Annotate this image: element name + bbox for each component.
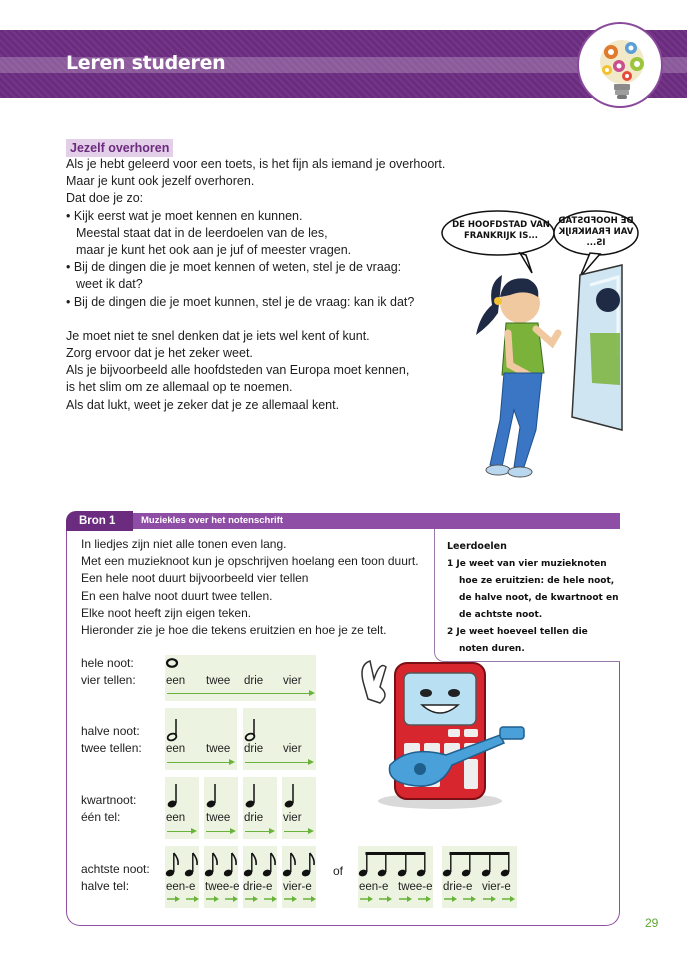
eighth-notes-icon [165, 851, 317, 879]
count-word: drie [244, 812, 264, 824]
half-beat-arrows [165, 894, 317, 904]
count-word: een-e [166, 881, 196, 893]
count-word: een [166, 743, 186, 755]
text-line: Met een muzieknoot kun je opschrijven hoelang een toon duurt. [81, 554, 419, 569]
source-title: Muziekles over het notenschrift [133, 513, 620, 529]
learning-goals [434, 529, 620, 662]
bullet-item: • Bij de dingen die je moet kennen of weten, stel je de vraag: [66, 260, 402, 275]
duration-arrow [284, 831, 312, 832]
half-note-icon [244, 718, 258, 742]
quarter-note-icon [244, 783, 258, 809]
count-word: drie-e [443, 881, 473, 893]
page-title: Leren studeren [66, 52, 226, 74]
beamed-eighth-notes-icon [358, 851, 434, 879]
half-beat-arrows [358, 894, 518, 904]
quarter-note-icon [205, 783, 219, 809]
calculator-guitar-mascot [350, 655, 530, 815]
bullet-continuation: maar je kunt het ook aan je juf of meester vragen. [76, 243, 352, 258]
count-word: vier [283, 675, 302, 687]
count-word: een [166, 812, 186, 824]
count-word: vier [283, 743, 302, 755]
duration-arrow [167, 762, 233, 763]
eighth-note-label: achtste noot: [81, 862, 150, 876]
lightbulb-gears-icon [577, 22, 663, 108]
quarter-note-label: kwartnoot: [81, 793, 137, 807]
mirrored-speech-bubble: DE HOOFDSTAD VAN FRANKRIJK IS... [558, 216, 634, 248]
text-line: In liedjes zijn niet alle tonen even lang. [81, 537, 287, 551]
text-line: Je moet niet te snel denken dat je iets wel kent of kunt. [66, 328, 370, 343]
text-line: Maar je kunt ook jezelf overhoren. [66, 174, 255, 189]
intro-text [66, 156, 446, 414]
or-label: of [333, 864, 344, 878]
text-line: En een halve noot duurt twee tellen. [81, 588, 273, 603]
quarter-note-icon [283, 783, 297, 809]
count-word: twee [206, 675, 231, 687]
count-word: een-e [359, 881, 389, 893]
count-word: drie [244, 743, 264, 755]
text-line: Hieronder zie je hoe die tekens eruitzien en hoe je ze telt. [81, 623, 387, 638]
bullet-item: • Kijk eerst wat je moet kennen en kunnen. [66, 208, 303, 223]
learning-goal-item: 1 Je weet van vier muzieknoten hoe ze eruitzien: de hele noot, de halve noot, de kwartnoot en de achtste noot. [447, 559, 619, 620]
text-line: Als dat lukt, weet je zeker dat je ze allemaal kent. [66, 397, 340, 412]
text-line: Elke noot heeft zijn eigen teken. [81, 605, 252, 620]
count-word: drie [244, 675, 264, 687]
bullet-continuation: Meestal staat dat in de leerdoelen van de les, [76, 225, 328, 240]
duration-arrow [245, 762, 312, 763]
count-word: een [166, 675, 186, 687]
learning-goal-item: 2 Je weet hoeveel tellen die noten duren. [447, 627, 588, 654]
duration-arrow [206, 831, 234, 832]
whole-note-label: hele noot: [81, 656, 134, 670]
quarter-note-count: één tel: [81, 810, 121, 824]
source-tab: Bron 1 [66, 511, 133, 531]
text-line: Als je bijvoorbeeld alle hoofdsteden van Europa moet kennen, [66, 363, 410, 378]
count-word: twee-e [205, 881, 240, 893]
bullet-item: • Bij de dingen die je moet kunnen, stel je de vraag: kan ik dat? [66, 294, 415, 309]
source-text [81, 536, 441, 639]
bullet-continuation: weet ik dat? [76, 277, 143, 292]
count-word: vier-e [283, 881, 312, 893]
count-word: twee [206, 743, 231, 755]
text-line: Een hele noot duurt bijvoorbeeld vier tellen [81, 571, 309, 586]
count-word: vier [283, 812, 302, 824]
count-word: drie-e [243, 881, 273, 893]
eighth-note-count: halve tel: [81, 879, 130, 893]
half-note-label: halve noot: [81, 724, 140, 738]
half-note-icon [166, 718, 180, 742]
text-line: Als je hebt geleerd voor een toets, is het fijn als iemand je overhoort. [66, 157, 446, 171]
count-word: twee [206, 812, 231, 824]
duration-arrow [167, 831, 195, 832]
learning-goals-title: Leerdoelen [447, 541, 507, 552]
count-word: vier-e [482, 881, 511, 893]
speech-bubble: DE HOOFDSTAD VAN FRANKRIJK IS... [452, 220, 550, 241]
whole-note-icon [166, 657, 180, 669]
beamed-eighth-notes-icon [442, 851, 518, 879]
page-number: 29 [645, 916, 659, 930]
text-line: Zorg ervoor dat je het zeker weet. [66, 346, 253, 361]
half-note-count: twee tellen: [81, 741, 142, 755]
count-word: twee-e [398, 881, 433, 893]
duration-arrow [167, 693, 313, 694]
whole-note-count: vier tellen: [81, 673, 136, 687]
text-line: is het slim om ze allemaal op te noemen. [66, 380, 293, 395]
section-heading: Jezelf overhoren [66, 139, 173, 157]
duration-arrow [245, 831, 273, 832]
text-line: Dat doe je zo: [66, 191, 144, 206]
quarter-note-icon [166, 783, 180, 809]
